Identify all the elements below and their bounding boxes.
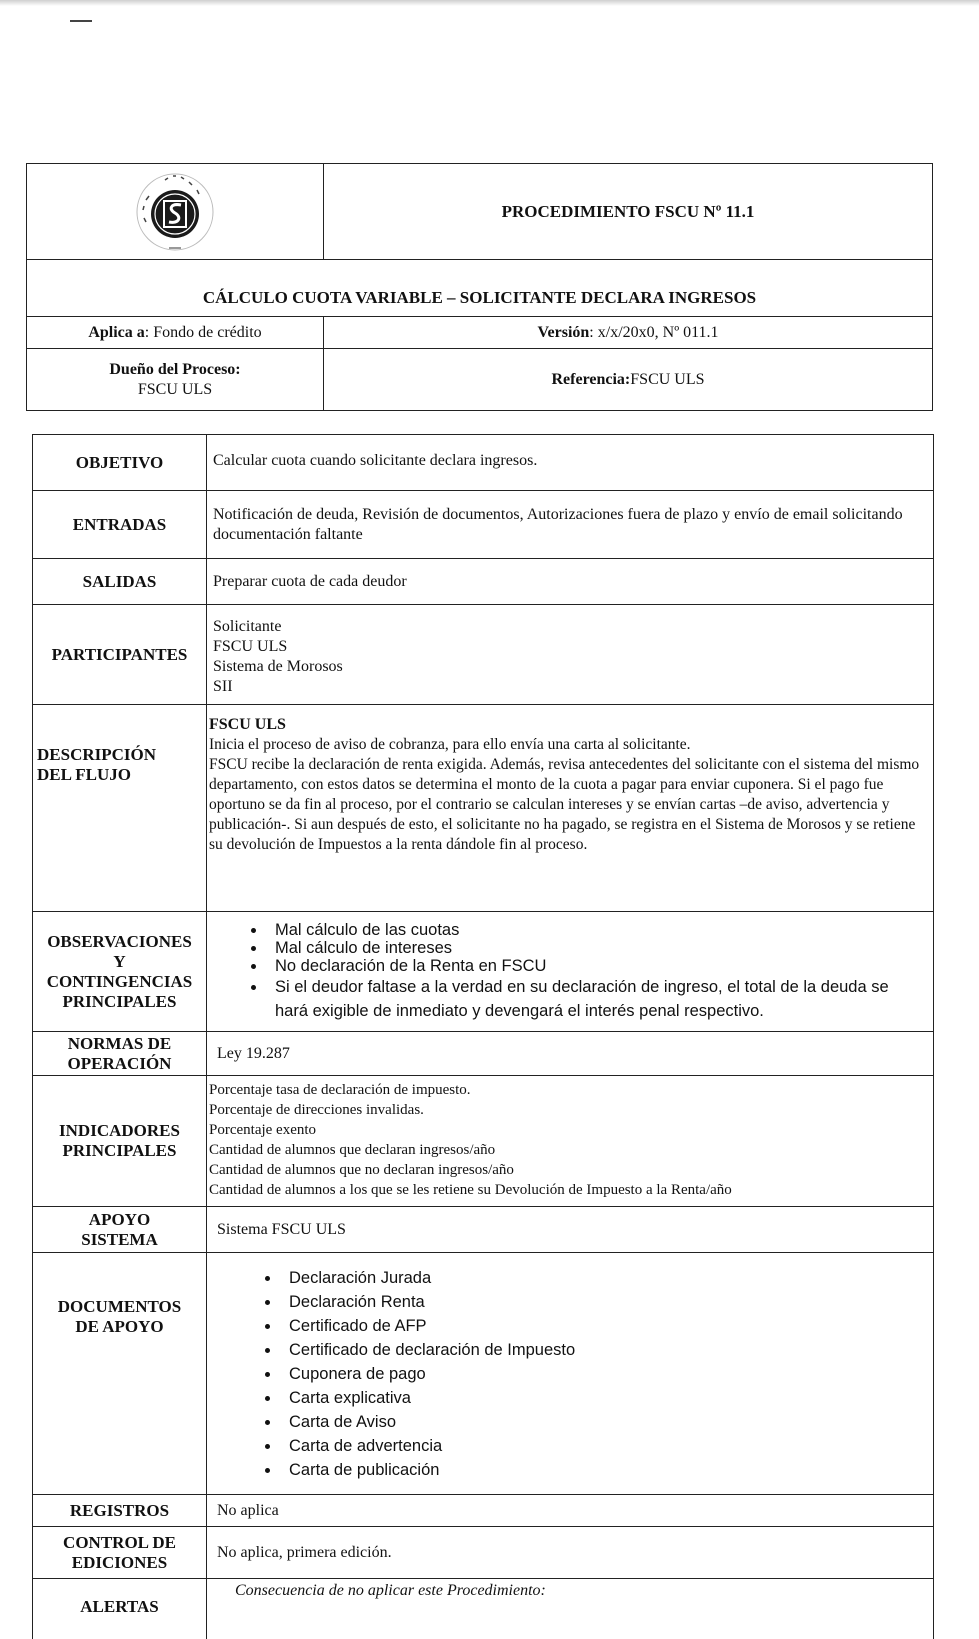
documentos-label-line: DE APOYO	[75, 1317, 164, 1336]
value-indicadores	[207, 1076, 933, 1206]
indicador-item: Cantidad de alumnos que no declaran ingresos/año	[209, 1162, 514, 1178]
apoyo-text: Sistema FSCU ULS	[217, 1220, 346, 1238]
label-indicadores	[33, 1076, 207, 1206]
documento-item: • Carta explicativa	[281, 1386, 927, 1410]
label-entradas: ENTRADAS	[33, 491, 207, 558]
salidas-text: Preparar cuota de cada deudor	[213, 572, 407, 590]
registros-text: No aplica	[217, 1501, 279, 1519]
documento-item: • Cuponera de pago	[281, 1362, 927, 1386]
value-objetivo	[207, 435, 933, 490]
header-row-main-title	[27, 260, 932, 317]
documento-item: • Certificado de declaración de Impuesto	[281, 1338, 927, 1362]
procedure-table	[32, 434, 934, 1639]
header-row-owner	[27, 349, 932, 410]
descripcion-label-line: DEL FLUJO	[37, 765, 131, 784]
control-text: No aplica, primera edición.	[217, 1543, 392, 1561]
value-control	[207, 1527, 933, 1578]
value-alertas	[207, 1579, 933, 1639]
scan-edge	[0, 0, 979, 6]
header-table	[26, 163, 933, 411]
header-row-title	[27, 164, 932, 260]
indicador-item: Porcentaje de direcciones invalidas.	[209, 1102, 424, 1118]
documento-item: • Carta de publicación	[281, 1458, 927, 1482]
version-cell	[324, 317, 932, 348]
value-documentos	[207, 1253, 933, 1494]
label-apoyo	[33, 1207, 207, 1252]
row-indicadores	[33, 1076, 933, 1207]
control-label-line: CONTROL DE	[63, 1532, 176, 1552]
row-documentos	[33, 1253, 933, 1495]
documento-item: • Declaración Renta	[281, 1290, 927, 1314]
applies-value: : Fondo de crédito	[144, 323, 262, 341]
owner-label: Dueño del Proceso:	[109, 360, 241, 378]
header-row-apply	[27, 317, 932, 349]
row-registros	[33, 1495, 933, 1527]
label-observaciones	[33, 912, 207, 1031]
apoyo-label-line: APOYO	[88, 1209, 151, 1229]
observaciones-label-line: CONTINGENCIAS	[46, 971, 193, 991]
label-descripcion	[33, 705, 207, 911]
procedure-number: PROCEDIMIENTO FSCU Nº 11.1	[501, 201, 755, 221]
observacion-item: • Si el deudor faltase a la verdad en su declaración de ingreso, el total de la deuda se hará exigible de inmediato y devengará el interés penal respectivo.	[267, 975, 897, 1023]
indicador-item: Porcentaje tasa de declaración de impuesto.	[209, 1082, 471, 1098]
row-normas	[33, 1032, 933, 1076]
label-alertas: ALERTAS	[33, 1579, 207, 1639]
value-observaciones	[207, 912, 933, 1031]
documento-item: • Declaración Jurada	[281, 1266, 927, 1290]
descripcion-line: Inicia el proceso de aviso de cobranza, para ello envía una carta al solicitante.	[209, 736, 691, 753]
owner-cell	[27, 349, 324, 410]
row-salidas	[33, 559, 933, 605]
label-salidas: SALIDAS	[33, 559, 207, 604]
university-seal-icon	[135, 172, 215, 252]
normas-label-line: NORMAS DE	[67, 1033, 172, 1053]
label-registros: REGISTROS	[33, 1495, 207, 1526]
row-objetivo	[33, 435, 933, 491]
value-registros	[207, 1495, 933, 1526]
control-label-line: EDICIONES	[71, 1552, 168, 1572]
indicadores-label-line: INDICADORES	[59, 1121, 180, 1140]
value-entradas	[207, 491, 933, 558]
observacion-item: • Mal cálculo de las cuotas	[267, 921, 897, 939]
alertas-text: Consecuencia de no aplicar este Procedimiento:	[235, 1582, 546, 1599]
applies-label: Aplica a	[88, 323, 145, 341]
entradas-text: Notificación de deuda, Revisión de documentos, Autorizaciones fuera de plazo y envío de email solicitando documentación faltante	[213, 505, 903, 543]
documento-item: • Carta de Aviso	[281, 1410, 927, 1434]
value-normas	[207, 1032, 933, 1075]
value-apoyo	[207, 1207, 933, 1252]
version-value: : x/x/20x0, Nº 011.1	[589, 323, 719, 341]
documento-item: • Certificado de AFP	[281, 1314, 927, 1338]
observaciones-list	[207, 921, 897, 1023]
normas-label-line: OPERACIÓN	[67, 1053, 172, 1073]
descripcion-heading: FSCU ULS	[209, 716, 286, 733]
apoyo-label-line: SISTEMA	[81, 1229, 158, 1249]
row-observaciones	[33, 912, 933, 1032]
reference-label: Referencia:	[551, 370, 631, 388]
observaciones-label-line: OBSERVACIONES	[47, 931, 192, 951]
value-participantes	[207, 605, 933, 704]
participant-item: Sistema de Morosos	[213, 658, 343, 675]
scan-mark	[70, 20, 92, 22]
indicadores-label-line: PRINCIPALES	[62, 1141, 177, 1160]
label-objetivo: OBJETIVO	[33, 435, 207, 490]
value-descripcion	[207, 705, 933, 911]
logo-cell	[27, 164, 324, 259]
participant-item: FSCU ULS	[213, 638, 288, 655]
indicador-item: Porcentaje exento	[209, 1122, 317, 1138]
owner-value: FSCU ULS	[137, 380, 213, 398]
documentos-label-line: DOCUMENTOS	[57, 1297, 182, 1316]
indicador-item: Cantidad de alumnos que declaran ingresos/año	[209, 1142, 496, 1158]
observacion-item: • Mal cálculo de intereses	[267, 939, 897, 957]
objetivo-text: Calcular cuota cuando solicitante declara ingresos.	[213, 452, 538, 469]
label-control	[33, 1527, 207, 1578]
label-participantes: PARTICIPANTES	[33, 605, 207, 704]
version-label: Versión	[537, 323, 590, 341]
descripcion-label-line: DESCRIPCIÓN	[37, 745, 157, 764]
observaciones-label-line: PRINCIPALES	[62, 991, 177, 1011]
participant-item: SII	[213, 678, 233, 695]
applies-cell	[27, 317, 324, 348]
value-salidas	[207, 559, 933, 604]
indicador-item: Cantidad de alumnos a los que se les retiene su Devolución de Impuesto a la Renta/año	[209, 1182, 732, 1198]
observaciones-label-line: Y	[113, 951, 126, 971]
observacion-item: • No declaración de la Renta en FSCU	[267, 957, 897, 975]
documento-item: • Carta de advertencia	[281, 1434, 927, 1458]
label-normas	[33, 1032, 207, 1075]
row-apoyo	[33, 1207, 933, 1253]
reference-cell	[324, 349, 932, 410]
procedure-main-title: CÁLCULO CUOTA VARIABLE – SOLICITANTE DECLARA INGRESOS	[202, 288, 757, 307]
row-descripcion	[33, 705, 933, 912]
participant-item: Solicitante	[213, 618, 282, 635]
documentos-list	[213, 1266, 927, 1482]
normas-text: Ley 19.287	[217, 1044, 290, 1062]
descripcion-paragraph: FSCU recibe la declaración de renta exigida. Además, revisa antecedentes del solicitante con el sistema del mismo departamento, con estos datos se determina el monto de la cuota a pagar para enviar cuponera. Si el pago fue oportuno se da fin al proceso, por el contrario se calculan intereses y se envían cartas –de aviso, advertencia y publicación-. Si aun después de esto, el solicitante no ha pagado, se registra en el Sistema de Morosos y se retiene su devolución de Impuestos a la renta dándole fin al proceso.	[209, 756, 920, 853]
row-control	[33, 1527, 933, 1579]
label-documentos	[33, 1253, 207, 1494]
row-entradas	[33, 491, 933, 559]
reference-value: FSCU ULS	[630, 370, 705, 388]
row-participantes	[33, 605, 933, 705]
row-alertas	[33, 1579, 933, 1639]
